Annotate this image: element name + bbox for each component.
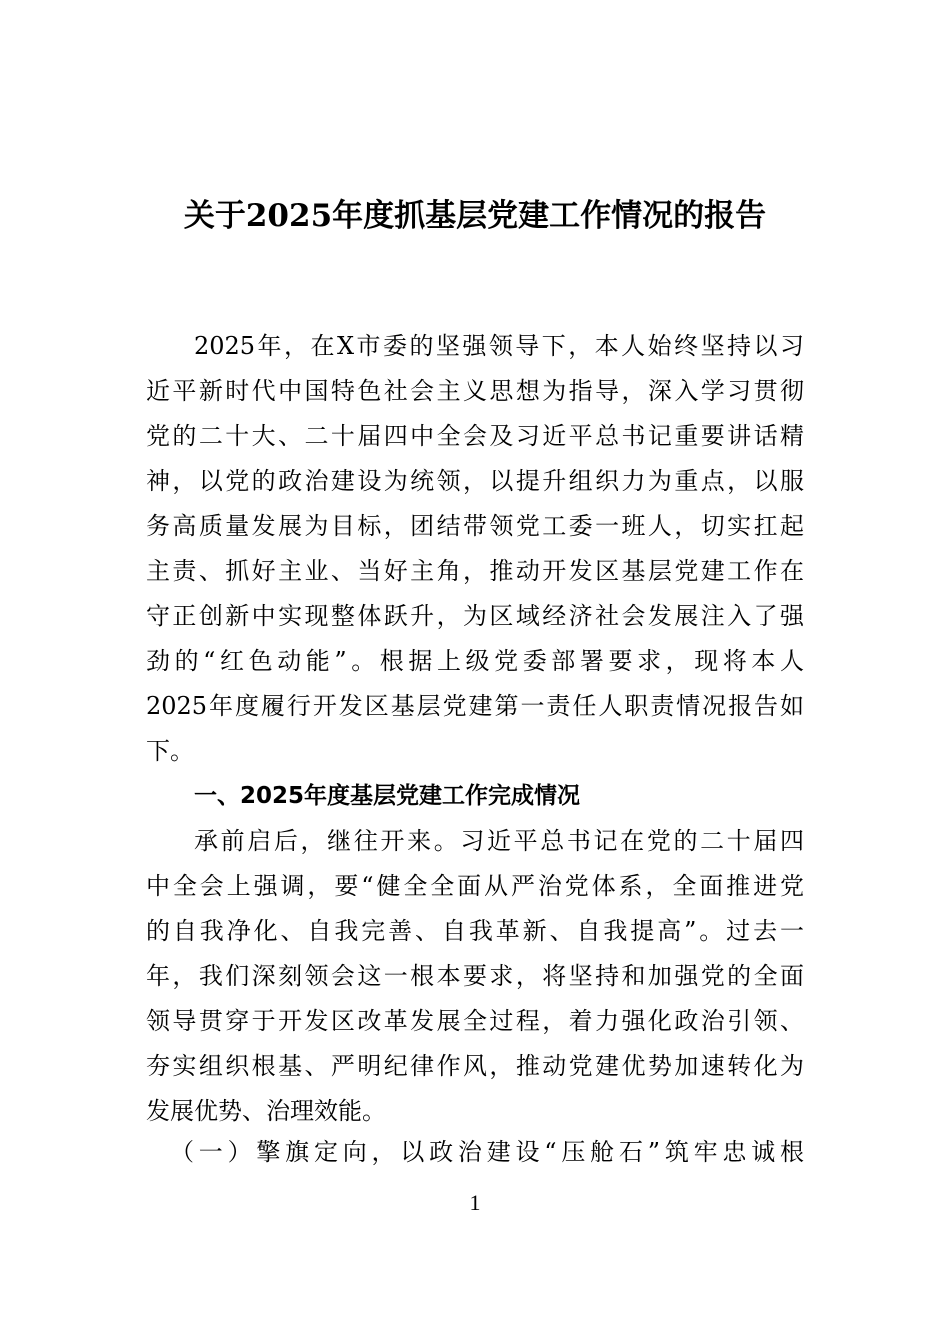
- intro-line-4: 神，以党的政治建设为统领，以提升组织力为重点，以服: [146, 467, 804, 495]
- intro-line-3: 党的二十大、二十届四中全会及习近平总书记重要讲话精: [146, 422, 804, 450]
- intro-line-9: 2025年度履行开发区基层党建第一责任人职责情况报告如: [146, 692, 804, 720]
- intro-line-10: 下。: [146, 737, 194, 765]
- section1-line-2: 中全会上强调，要“健全全面从严治党体系，全面推进党: [146, 872, 804, 900]
- intro-line-6: 主责、抓好主业、当好主角，推动开发区基层党建工作在: [146, 557, 804, 585]
- section-heading-1: 一、2025年度基层党建工作完成情况: [194, 783, 581, 809]
- intro-line-5: 务高质量发展为目标，团结带领党工委一班人，切实扛起: [146, 512, 804, 540]
- section1-line-7: 发展优势、治理效能。: [146, 1097, 386, 1125]
- section1-line-1: 承前启后，继往开来。习近平总书记在党的二十届四: [194, 827, 804, 855]
- section1-line-5: 领导贯穿于开发区改革发展全过程，着力强化政治引领、: [146, 1007, 804, 1035]
- document-title: 关于2025年度抓基层党建工作情况的报告: [183, 198, 767, 234]
- intro-line-7: 守正创新中实现整体跃升，为区域经济社会发展注入了强: [146, 602, 804, 630]
- section1-line-3: 的自我净化、自我完善、自我革新、自我提高”。过去一: [146, 917, 804, 945]
- subsection-heading-1: （一）擎旗定向，以政治建设“压舱石”筑牢忠诚根: [170, 1138, 804, 1166]
- intro-line-8: 劲的“红色动能”。根据上级党委部署要求，现将本人: [146, 647, 804, 675]
- intro-line-1: 2025年，在X市委的坚强领导下，本人始终坚持以习: [194, 332, 804, 360]
- section1-line-4: 年，我们深刻领会这一根本要求，将坚持和加强党的全面: [146, 962, 804, 990]
- section1-line-6: 夯实组织根基、严明纪律作风，推动党建优势加速转化为: [146, 1052, 804, 1080]
- intro-line-2: 近平新时代中国特色社会主义思想为指导，深入学习贯彻: [146, 377, 804, 405]
- page-number: 1: [469, 1190, 481, 1215]
